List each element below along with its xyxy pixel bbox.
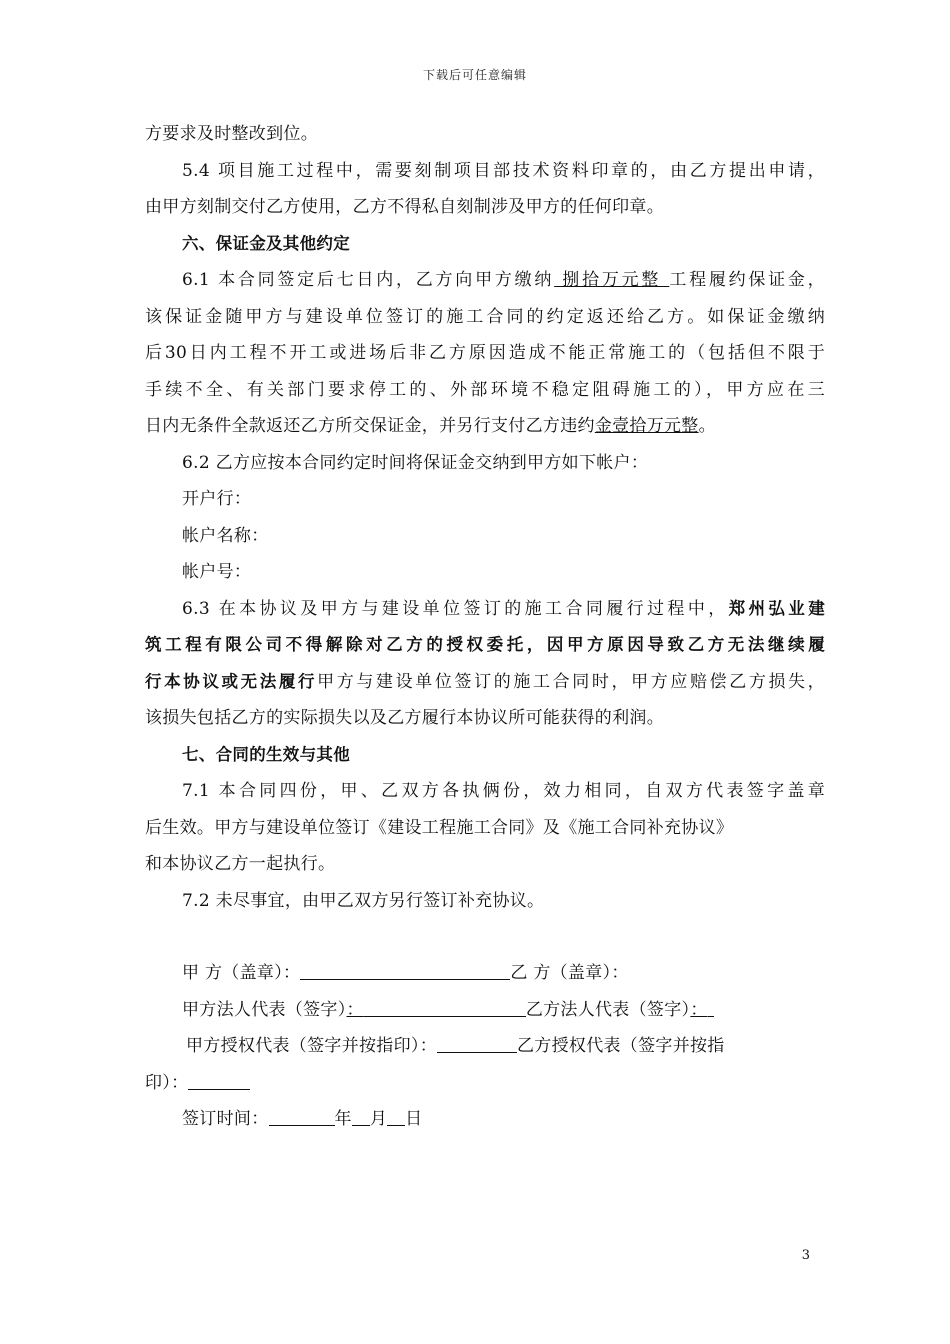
section-heading-7: 七、合同的生效与其他 (182, 744, 350, 764)
party-a-legal-blank[interactable] (364, 996, 526, 1017)
paragraph-line: 和本协议乙方一起执行。 (145, 854, 336, 874)
party-b-seal-label: 乙 方（盖章）： (510, 963, 629, 983)
text-span: 6.1 本合同签定后七日内，乙方向甲方缴纳 (182, 270, 555, 290)
year-label: 年 (334, 1109, 352, 1129)
deposit-amount: 捌拾万元整 (554, 270, 670, 290)
paragraph-line: 手续不全、有关部门要求停工的、外部环境不稳定阻碍施工的），甲方应在三 (145, 379, 825, 400)
clause-7-2: 7.2 未尽事宜，由甲乙双方另行签订补充协议。 (182, 890, 545, 911)
text-span: 6.3 在本协议及甲方与建设单位签订的施工合同履行过程中， (182, 598, 729, 619)
page-header: 下载后可任意编辑 (422, 68, 527, 82)
paragraph-line (145, 664, 825, 701)
party-a-auth-blank[interactable] (437, 1032, 517, 1053)
month-label: 月 (369, 1109, 388, 1129)
text-span: 甲方与建设单位签订的施工合同时，甲方应赔偿乙方损失， (317, 671, 825, 692)
paragraph-line (145, 408, 825, 445)
sign-date-line (145, 1101, 825, 1138)
party-b-legal-label: 乙方法人代表（签字） (525, 999, 691, 1020)
colon: ： (690, 999, 708, 1020)
paragraph-line: 该损失包括乙方的实际损失以及乙方履行本协议所可能获得的利润。 (145, 708, 664, 728)
clause-7-1: 7.1 本合同四份，甲、乙双方各执俩份，效力相同，自双方代表签字盖章 (182, 781, 825, 801)
paragraph-line: 由甲方刻制交付乙方使用，乙方不得私自刻制涉及甲方的任何印章。 (145, 197, 664, 217)
text-span: 。 (698, 416, 716, 436)
spacer (145, 919, 825, 955)
text-span: 日内无条件全款返还乙方所交保证金，并另行支付乙方违约 (145, 416, 595, 436)
paragraph-line: 后30日内工程不开工或进场后非乙方原因造成不能正常施工的（包括但不限于 (145, 343, 825, 363)
bold-span: 行本协议或无法履行 (145, 671, 318, 691)
paragraph-line: 方要求及时整改到位。 (145, 124, 318, 144)
penalty-amount: 金壹拾万元整 (594, 416, 699, 436)
day-label: 日 (405, 1109, 423, 1129)
company-name-bold: 郑州弘业建 (728, 598, 826, 618)
clause-6-3 (145, 591, 825, 628)
paragraph-line: 该保证金随甲方与建设单位签订的施工合同的约定返还给乙方。如保证金缴纳 (145, 306, 825, 327)
page-number: 3 (801, 1248, 810, 1263)
party-a-seal-label: 甲 方（盖章）： (182, 963, 301, 983)
bank-label: 开户行： (182, 489, 252, 509)
account-name-label: 帐户名称： (182, 525, 269, 546)
clause-6-2: 6.2 乙方应按本合同约定时间将保证金交纳到甲方如下帐户： (182, 452, 649, 473)
day-blank[interactable] (387, 1105, 405, 1126)
auth-rep-line-cont (145, 1065, 825, 1102)
clause-5-4: 5.4 项目施工过程中，需要刻制项目部技术资料印章的，由乙方提出申请， (182, 160, 825, 181)
month-blank[interactable] (352, 1105, 370, 1126)
colon: ： (346, 999, 364, 1020)
auth-rep-line (145, 1028, 825, 1065)
seal-line (145, 955, 825, 992)
party-b-legal-blank[interactable] (708, 996, 714, 1017)
party-a-auth-label: 甲方授权代表（签字并按指印）： (186, 1036, 437, 1056)
party-a-seal-blank[interactable] (300, 959, 510, 980)
party-a-legal-label: 甲方法人代表（签字） (182, 999, 347, 1020)
party-b-auth-blank[interactable] (188, 1069, 250, 1090)
legal-rep-line (145, 992, 825, 1029)
bold-line: 筑工程有限公司不得解除对乙方的授权委托，因甲方原因导致乙方无法继续履 (145, 635, 825, 654)
clause-6-1 (145, 262, 825, 299)
account-number-label: 帐户号： (182, 562, 252, 582)
sign-time-label: 签订时间： (182, 1109, 269, 1129)
paragraph-line: 后生效。甲方与建设单位签订《建设工程施工合同》及《施工合同补充协议》 (145, 817, 734, 838)
section-heading-6: 六、保证金及其他约定 (182, 233, 350, 253)
party-b-auth-label: 乙方授权代表（签字并按指 (517, 1036, 725, 1056)
year-blank[interactable] (269, 1105, 335, 1126)
party-b-auth-label-cont: 印）： (145, 1072, 189, 1093)
text-span: 工程履约保证金， (669, 270, 825, 290)
document-body (145, 116, 825, 1138)
